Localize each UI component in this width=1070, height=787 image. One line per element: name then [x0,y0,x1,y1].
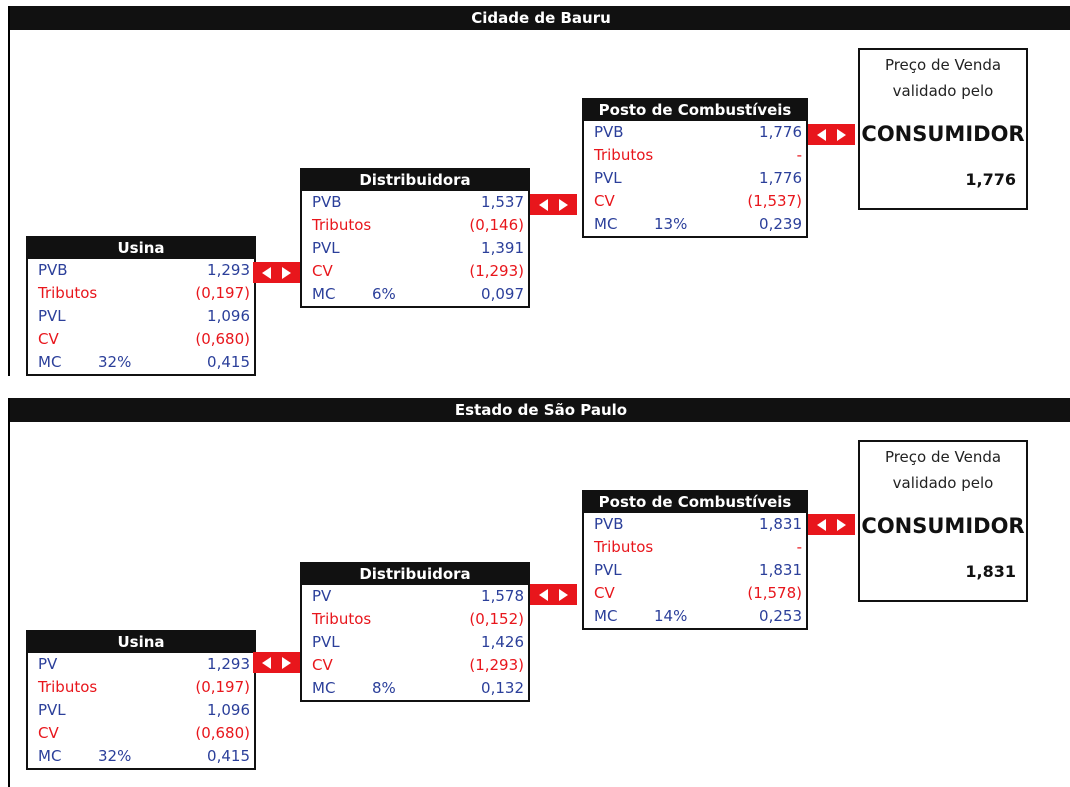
table-row [28,282,254,305]
left-right-arrow-icon [808,514,855,535]
table-row [302,237,528,260]
table-row [584,536,806,559]
row-label: CV [594,192,615,210]
table-row [28,259,254,282]
row-value: 0,239 [759,215,802,233]
section-title: Estado de São Paulo [10,398,1070,422]
distribuidora-rows [302,191,528,306]
row-value: - [796,146,802,164]
row-value: 1,426 [481,633,524,651]
row-value: 0,253 [759,607,802,625]
row-value: 0,097 [481,285,524,303]
table-row [302,631,528,654]
row-label: MC [38,353,62,371]
row-label: MC [38,747,62,765]
row-label: PVL [312,633,340,651]
row-value: (0,680) [195,724,250,742]
row-value: 0,415 [207,747,250,765]
row-value: 1,578 [481,587,524,605]
table-row [302,608,528,631]
distribuidora-rows [302,585,528,700]
row-label: Tributos [38,284,98,302]
row-label: PVL [38,701,66,719]
row-value: (0,680) [195,330,250,348]
table-row [584,167,806,190]
consumidor-line2: validado pelo [892,82,994,100]
row-value: 1,776 [759,123,802,141]
row-label: CV [38,330,59,348]
section-sao-paulo [8,398,1070,787]
usina-rows [28,653,254,768]
row-label: MC [312,285,336,303]
row-value: 1,831 [759,515,802,533]
row-value: 1,537 [481,193,524,211]
row-value: (1,537) [747,192,802,210]
row-label: CV [38,724,59,742]
usina-title: Usina [28,238,254,259]
row-label: CV [594,584,615,602]
row-label: PVL [594,169,622,187]
table-row [584,213,806,236]
consumidor-line2: validado pelo [892,474,994,492]
left-right-arrow-icon [253,652,300,673]
row-label: CV [312,656,333,674]
consumidor-title: CONSUMIDOR [861,122,1025,146]
table-row [584,559,806,582]
row-value: 1,776 [759,169,802,187]
table-row [584,582,806,605]
consumidor-line1: Preço de Venda [884,56,1002,74]
row-percent: 6% [372,285,396,303]
row-percent: 14% [654,607,688,625]
row-value: - [796,538,802,556]
distribuidora-box [300,168,530,308]
row-label: PVB [594,123,624,141]
row-label: PVB [594,515,624,533]
row-percent: 32% [98,353,132,371]
table-row [28,676,254,699]
table-row [584,121,806,144]
row-label: PVB [312,193,342,211]
row-value: 1,831 [759,561,802,579]
left-right-arrow-icon [253,262,300,283]
table-row [584,513,806,536]
row-label: CV [312,262,333,280]
row-label: Tributos [38,678,98,696]
table-row [28,722,254,745]
consumidor-line1: Preço de Venda [884,448,1002,466]
row-label: Tributos [312,216,372,234]
row-percent: 8% [372,679,396,697]
consumidor-title: CONSUMIDOR [861,514,1025,538]
posto-rows [584,513,806,628]
row-value: 1,293 [207,261,250,279]
table-row [28,653,254,676]
section-title: Cidade de Bauru [10,6,1070,30]
row-label: MC [594,215,618,233]
table-row [302,191,528,214]
distribuidora-title: Distribuidora [302,170,528,191]
usina-title: Usina [28,632,254,653]
row-value: (0,152) [469,610,524,628]
left-right-arrow-icon [530,194,577,215]
row-value: 1,096 [207,701,250,719]
row-label: MC [312,679,336,697]
distribuidora-box [300,562,530,702]
table-row [584,605,806,628]
row-value: 1,391 [481,239,524,257]
row-label: PV [312,587,332,605]
table-row [28,305,254,328]
row-value: 0,132 [481,679,524,697]
left-right-arrow-icon [530,584,577,605]
usina-rows [28,259,254,374]
row-label: PVB [38,261,68,279]
posto-title: Posto de Combustíveis [584,492,806,513]
row-label: PVL [38,307,66,325]
row-value: (0,197) [195,678,250,696]
posto-rows [584,121,806,236]
row-label: PVL [312,239,340,257]
usina-box [26,630,256,770]
distribuidora-title: Distribuidora [302,564,528,585]
row-value: 0,415 [207,353,250,371]
table-row [302,214,528,237]
row-value: (0,146) [469,216,524,234]
section-bauru [8,6,1070,376]
row-percent: 13% [654,215,688,233]
posto-title: Posto de Combustíveis [584,100,806,121]
table-row [302,654,528,677]
row-value: 1,096 [207,307,250,325]
row-label: PVL [594,561,622,579]
usina-box [26,236,256,376]
row-value: 1,293 [207,655,250,673]
left-right-arrow-icon [808,124,855,145]
row-label: Tributos [312,610,372,628]
consumidor-price: 1,776 [965,170,1016,189]
posto-box [582,98,808,238]
table-row [584,144,806,167]
table-row [28,328,254,351]
table-row [302,585,528,608]
row-label: PV [38,655,58,673]
row-percent: 32% [98,747,132,765]
row-value: (1,293) [469,262,524,280]
table-row [28,351,254,374]
table-row [302,677,528,700]
table-row [28,699,254,722]
consumidor-price: 1,831 [965,562,1016,581]
row-label: MC [594,607,618,625]
row-label: Tributos [594,538,654,556]
posto-box [582,490,808,630]
table-row [28,745,254,768]
row-value: (0,197) [195,284,250,302]
consumidor-box [858,440,1028,602]
row-value: (1,578) [747,584,802,602]
table-row [302,283,528,306]
consumidor-box [858,48,1028,210]
row-label: Tributos [594,146,654,164]
row-value: (1,293) [469,656,524,674]
table-row [584,190,806,213]
table-row [302,260,528,283]
